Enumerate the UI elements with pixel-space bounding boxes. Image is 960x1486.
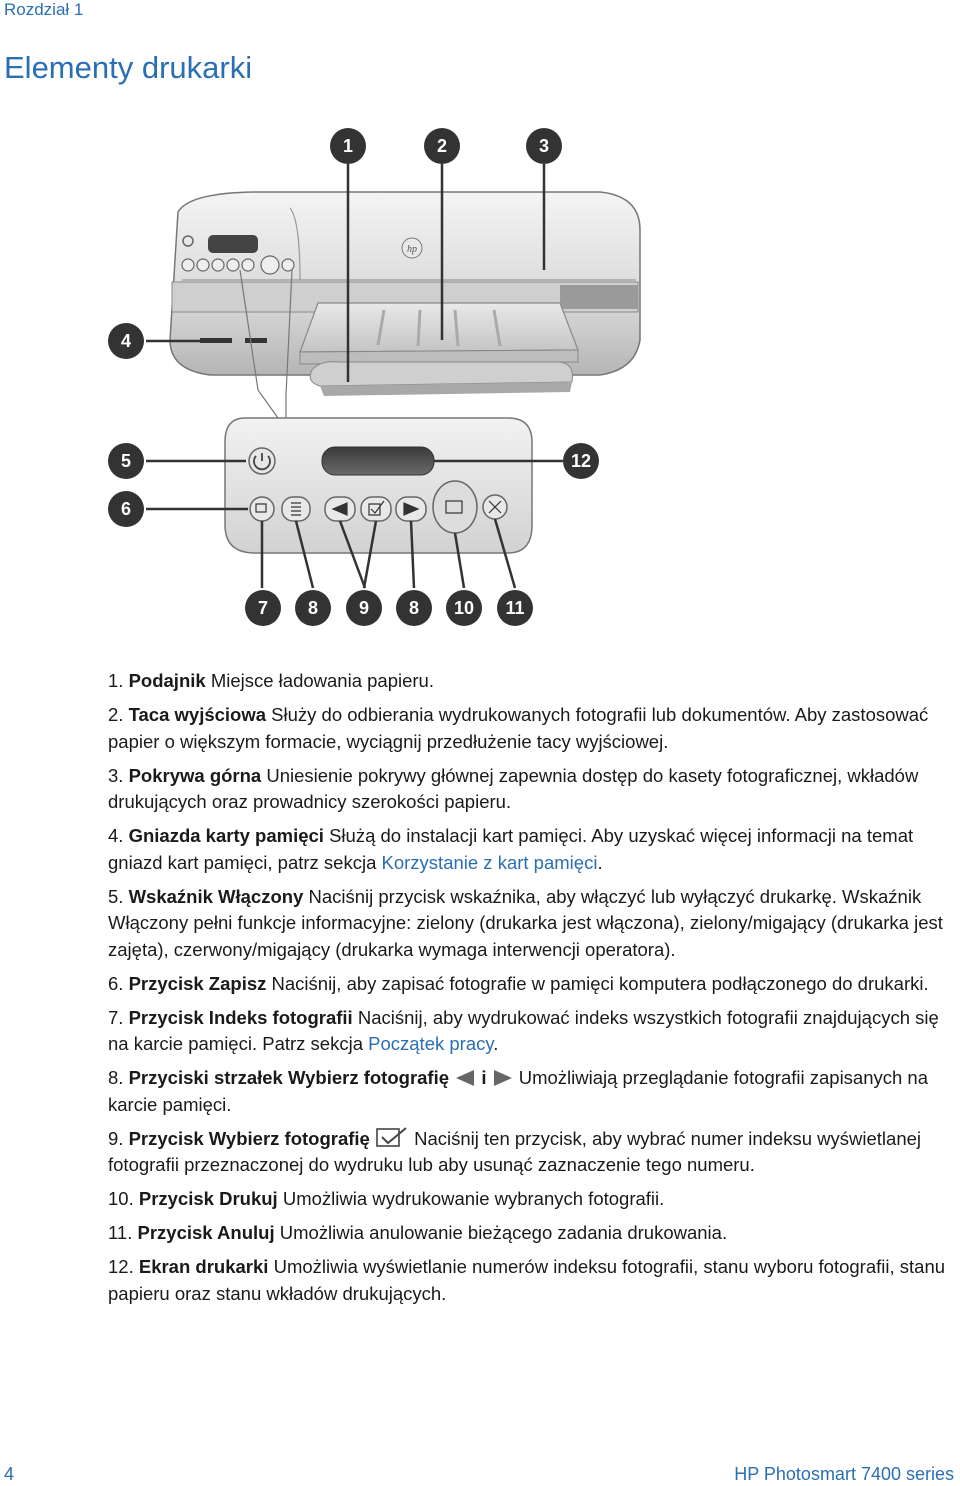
callout-5: 5: [120, 451, 132, 471]
list-item: 7. Przycisk Indeks fotografii Naciśnij, aby wydrukować indeks wszystkich fotografii znajdujących się na karcie pamięci. Patrz sekcja Początek pracy.: [108, 1006, 939, 1054]
left-arrow-icon: [454, 1069, 476, 1087]
list-item: 3. Pokrywa górna Uniesienie pokrywy głównej zapewnia dostęp do kasety fotograficznej, wkładów drukujących oraz prowadnicy szerokości papieru.: [108, 764, 919, 812]
printer-figure: [0, 120, 960, 640]
list-item: 2. Taca wyjściowa Służy do odbierania wydrukowanych fotografii lub dokumentów. Aby zastosować papier o większym formacie, wyciągnij przedłużenie tacy wyjściowej.: [108, 704, 929, 752]
list-item: 5. Wskaźnik Włączony Naciśnij przycisk wskaźnika, aby włączyć lub wyłączyć drukarkę. Wskaźnik Włączony pełni funkcje informacyjne: zielony (drukarka jest włączona), zielony/migający (drukarka jest zajęta), czerwony/migający (drukarka wymaga interwencji operatora).: [108, 885, 943, 960]
index-button[interactable]: [282, 497, 310, 521]
list-item: 6. Przycisk Zapisz Naciśnij, aby zapisać fotografie w pamięci komputera podłączonego do drukarki.: [108, 972, 929, 994]
list-item: 9. Przycisk Wybierz fotografię Naciśnij ten przycisk, aby wybrać numer indeksu wyświetlanej fotografii przeznaczonej do wydruku lub aby usunąć zaznaczenie tego numeru.: [108, 1127, 922, 1175]
printer-screen: [322, 447, 434, 475]
callout-9: 9: [358, 598, 370, 618]
callout-11: 11: [505, 598, 525, 618]
list-item: 8. Przyciski strzałek Wybierz fotografię i Umożliwiają przeglądanie fotografii zapisanych na karcie pamięci.: [108, 1067, 929, 1115]
callout-8: 8: [307, 598, 319, 618]
list-item: 11. Przycisk Anuluj Umożliwia anulowanie bieżącego zadania drukowania.: [108, 1222, 728, 1243]
print-button[interactable]: [433, 481, 477, 533]
chapter-label: Rozdział 1: [4, 0, 84, 19]
list-item: 4. Gniazda karty pamięci Służą do instalacji kart pamięci. Aby uzyskać więcej informacji na temat gniazd kart pamięci, patrz sekcja Korzystanie z kart pamięci.: [108, 825, 914, 873]
callout-3: 3: [538, 136, 550, 156]
page-number: 4: [4, 1464, 15, 1484]
product-name: HP Photosmart 7400 series: [734, 1464, 954, 1484]
link-getting-started[interactable]: Początek pracy: [368, 1033, 494, 1054]
callout-7: 7: [257, 598, 269, 618]
hp-logo: hp: [407, 244, 417, 255]
link-memory-cards[interactable]: Korzystanie z kart pamięci: [381, 851, 598, 873]
callout-6: 6: [120, 499, 132, 519]
callout-12: 12: [570, 451, 592, 471]
control-panel: [225, 418, 532, 553]
printer-body: [170, 192, 640, 396]
page-title: Elementy drukarki: [4, 50, 253, 85]
parts-list: [108, 668, 948, 1315]
list-item: 1. Podajnik Miejsce ładowania papieru.: [108, 670, 434, 691]
callout-8b: 8: [408, 598, 420, 618]
callout-10: 10: [453, 598, 475, 618]
select-photo-button[interactable]: [361, 497, 391, 521]
callout-2: 2: [436, 136, 448, 156]
callout-4: 4: [120, 331, 132, 351]
list-item: 10. Przycisk Drukuj Umożliwia wydrukowanie wybranych fotografii.: [108, 1188, 665, 1209]
callout-1: 1: [342, 136, 354, 156]
select-photo-icon: [375, 1126, 409, 1148]
list-item: 12. Ekran drukarki Umożliwia wyświetlanie numerów indeksu fotografii, stanu wyboru fotografii, stanu papieru oraz stanu wkładów drukujących.: [108, 1256, 946, 1304]
right-arrow-icon: [492, 1069, 514, 1087]
save-button[interactable]: [250, 497, 274, 521]
